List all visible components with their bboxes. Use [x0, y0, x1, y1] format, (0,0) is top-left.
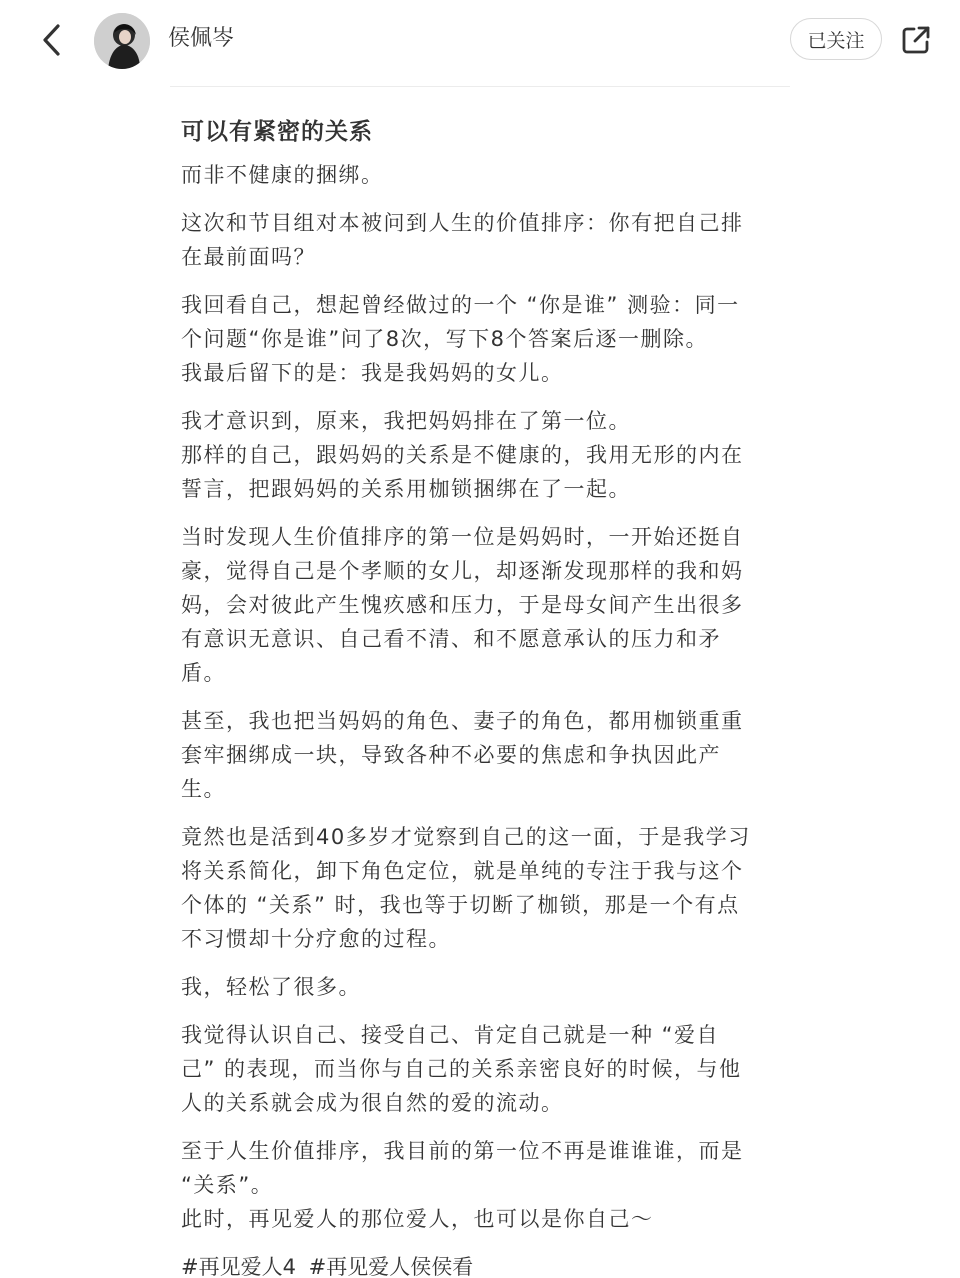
- chevron-left-icon: [40, 23, 64, 57]
- paragraph: [181, 1018, 781, 1120]
- text-line: 个体的 “关系” 时，我也等于切断了枷锁，那是一个有点: [181, 893, 740, 917]
- article-title: 可以有紧密的关系: [181, 119, 373, 145]
- header-divider: [170, 86, 790, 87]
- text-line: 在最前面吗？: [181, 245, 316, 269]
- text-line: 誓言，把跟妈妈的关系用枷锁捆绑在了一起。: [181, 477, 631, 501]
- text-line: 个问题“你是谁”问了8次，写下8个答案后逐一删除。: [181, 327, 708, 351]
- back-button[interactable]: [30, 18, 74, 62]
- avatar-image-icon: [94, 13, 150, 69]
- text-line: 将关系简化，卸下角色定位，就是单纯的专注于我与这个: [181, 859, 744, 883]
- text-line: 我最后留下的是：我是我妈妈的女儿。: [181, 361, 564, 385]
- paragraph: [181, 206, 781, 274]
- article-body: [181, 110, 781, 1278]
- text-line: 至于人生价值排序，我目前的第一位不再是谁谁谁，而是: [181, 1139, 744, 1163]
- paragraph-list: [181, 158, 781, 1236]
- text-line: 此时，再见爱人的那位爱人，也可以是你自己～: [181, 1207, 654, 1231]
- paragraph: [181, 404, 781, 506]
- share-button[interactable]: [896, 20, 936, 60]
- follow-button[interactable]: 已关注: [790, 18, 882, 60]
- text-line: 有意识无意识、自己看不清、和不愿意承认的压力和矛: [181, 627, 721, 651]
- share-icon: [900, 24, 932, 56]
- paragraph: [181, 704, 781, 806]
- paragraph: [181, 970, 781, 1004]
- avatar[interactable]: [94, 13, 150, 69]
- hashtag-link[interactable]: #再见爱人侯侯看: [308, 1255, 474, 1278]
- author-name[interactable]: 侯佩岑: [168, 26, 235, 51]
- paragraph: [181, 820, 781, 956]
- text-line: 我觉得认识自己、接受自己、肯定自己就是一种 “爱自: [181, 1023, 720, 1047]
- paragraph: [181, 158, 781, 192]
- text-line: 豪，觉得自己是个孝顺的女儿，却逐渐发现那样的我和妈: [181, 559, 744, 583]
- text-line: “关系”。: [181, 1173, 274, 1197]
- text-line: 竟然也是活到40多岁才觉察到自己的这一面，于是我学习: [181, 825, 751, 849]
- text-line: 人的关系就会成为很自然的爱的流动。: [181, 1091, 564, 1115]
- text-line: 而非不健康的捆绑。: [181, 163, 384, 187]
- text-line: 己” 的表现，而当你与自己的关系亲密良好的时候，与他: [181, 1057, 742, 1081]
- text-line: 当时发现人生价值排序的第一位是妈妈时，一开始还挺自: [181, 525, 744, 549]
- text-line: 盾。: [181, 661, 226, 685]
- paragraph: [181, 520, 781, 690]
- text-line: 套牢捆绑成一块，导致各种不必要的焦虑和争执因此产: [181, 743, 721, 767]
- text-line: 不习惯却十分疗愈的过程。: [181, 927, 451, 951]
- text-line: 生。: [181, 777, 226, 801]
- text-line: 我回看自己，想起曾经做过的一个 “你是谁” 测验：同一: [181, 293, 740, 317]
- text-line: 甚至，我也把当妈妈的角色、妻子的角色，都用枷锁重重: [181, 709, 744, 733]
- paragraph: [181, 288, 781, 390]
- hashtag-list: [181, 1250, 781, 1278]
- text-line: 这次和节目组对本被问到人生的价值排序：你有把自己排: [181, 211, 744, 235]
- paragraph: [181, 1134, 781, 1236]
- text-line: 我才意识到，原来，我把妈妈排在了第一位。: [181, 409, 631, 433]
- top-bar: [0, 0, 960, 80]
- hashtag-link[interactable]: #再见爱人4: [181, 1255, 296, 1278]
- text-line: 那样的自己，跟妈妈的关系是不健康的，我用无形的内在: [181, 443, 744, 467]
- text-line: 我，轻松了很多。: [181, 975, 361, 999]
- text-line: 妈，会对彼此产生愧疚感和压力，于是母女间产生出很多: [181, 593, 744, 617]
